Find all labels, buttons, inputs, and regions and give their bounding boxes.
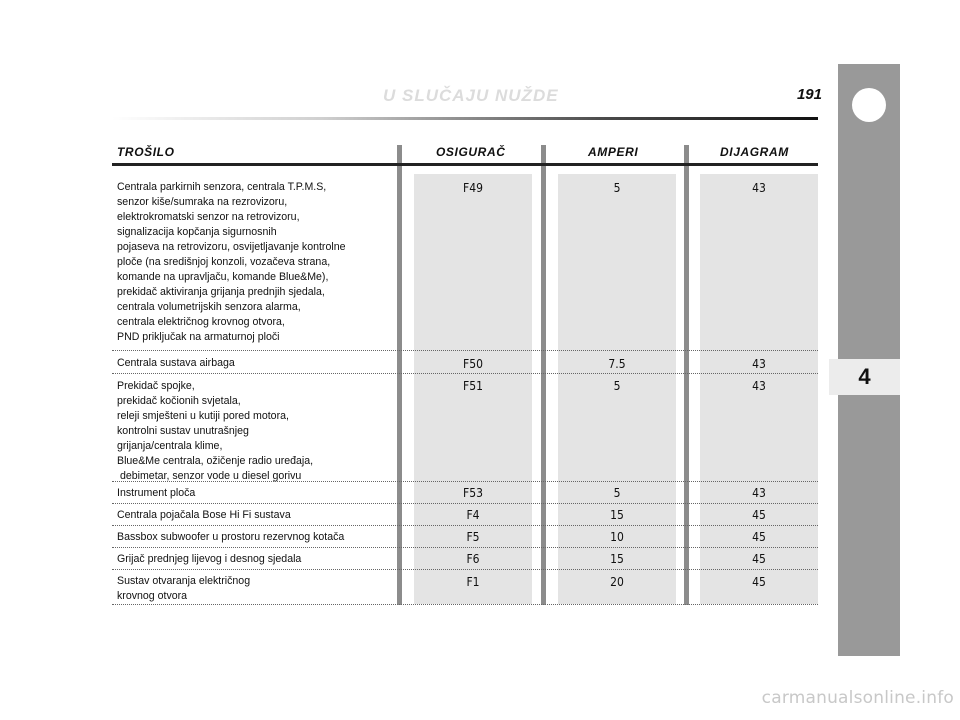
watermark: carmanualsonline.info bbox=[761, 688, 954, 708]
column-header-amps: AMPERI bbox=[588, 145, 639, 159]
row-separator bbox=[112, 373, 818, 374]
table-cell-fuse: F51 bbox=[463, 379, 483, 393]
row-separator bbox=[112, 604, 818, 605]
table-row-description: Prekidač spojke, prekidač kočionih svjetala, releji smješteni u kutiji pored motora, kontrolni sustav unutrašnjeg grijanja/centrala klime, Blue&Me centrala, ožičenje radio uređaja, debimetar, senzor vode u diesel gorivu bbox=[117, 380, 314, 482]
chapter-number: 4 bbox=[829, 359, 900, 395]
column-header-diagram: DIJAGRAM bbox=[720, 145, 789, 159]
row-separator bbox=[112, 547, 818, 548]
table-cell-diagram: 43 bbox=[752, 379, 766, 393]
table-cell-amps: 15 bbox=[610, 508, 624, 522]
table-cell-fuse: F49 bbox=[463, 181, 483, 195]
row-separator bbox=[112, 525, 818, 526]
table-cell-diagram: 43 bbox=[752, 181, 766, 195]
header-rule bbox=[112, 117, 818, 120]
table-cell-fuse: F4 bbox=[466, 508, 480, 522]
table-row-description: Centrala sustava airbaga bbox=[117, 357, 235, 369]
table-cell-amps: 10 bbox=[610, 530, 624, 544]
column-header-fuse: OSIGURAČ bbox=[436, 145, 506, 159]
table-cell-fuse: F6 bbox=[466, 552, 480, 566]
table-cell-fuse: F1 bbox=[466, 575, 480, 589]
table-cell-amps: 15 bbox=[610, 552, 624, 566]
table-cell-amps: 20 bbox=[610, 575, 624, 589]
table-cell-diagram: 45 bbox=[752, 552, 766, 566]
table-cell-fuse: F50 bbox=[463, 357, 483, 371]
row-separator bbox=[112, 503, 818, 504]
table-row-description: Bassbox subwoofer u prostoru rezervnog kotača bbox=[117, 531, 345, 543]
table-cell-amps: 5 bbox=[613, 486, 621, 500]
table-row-description: Sustav otvaranja električnog krovnog otvora bbox=[117, 575, 251, 602]
table-row-description: Instrument ploča bbox=[117, 487, 196, 499]
page-title: U SLUČAJU NUŽDE bbox=[383, 86, 559, 105]
column-separator bbox=[397, 145, 402, 605]
column-header-consumer: TROŠILO bbox=[117, 145, 175, 159]
table-row-description: Centrala pojačala Bose Hi Fi sustava bbox=[117, 509, 291, 521]
table-cell-fuse: F53 bbox=[463, 486, 483, 500]
table-cell-diagram: 43 bbox=[752, 357, 766, 371]
column-separator bbox=[541, 145, 546, 605]
table-cell-diagram: 45 bbox=[752, 575, 766, 589]
column-separator bbox=[684, 145, 689, 605]
page-number: 191 bbox=[796, 86, 822, 103]
table-cell-amps: 7.5 bbox=[608, 357, 626, 371]
row-separator bbox=[112, 481, 818, 482]
row-separator bbox=[112, 569, 818, 570]
table-cell-diagram: 43 bbox=[752, 486, 766, 500]
header-underline bbox=[112, 163, 818, 166]
table-row-description: Grijač prednjeg lijevog i desnog sjedala bbox=[117, 553, 302, 565]
table-cell-fuse: F5 bbox=[466, 530, 480, 544]
table-cell-diagram: 45 bbox=[752, 530, 766, 544]
table-cell-amps: 5 bbox=[613, 379, 621, 393]
table-cell-amps: 5 bbox=[613, 181, 621, 195]
table-row-description: Centrala parkirnih senzora, centrala T.P.M.S, senzor kiše/sumraka na rezrovizoru, elektrokromatski senzor na retrovizoru, signalizacija kopčanja sigurnosnih pojaseva na retrovizoru, osvijetljavanje kontrolne ploče (na središnjoj konzoli, vozačeva strana, komande na upravljaču, komande Blue&Me), prekidač aktiviranja grijanja prednjih sjedala, centrala volumetrijskih senzora alarma, centrala električnog krovnog otvora, PND priključak na armaturnoj ploči bbox=[117, 181, 346, 343]
circle-icon bbox=[852, 88, 886, 122]
table-cell-diagram: 45 bbox=[752, 508, 766, 522]
row-separator bbox=[112, 350, 818, 351]
